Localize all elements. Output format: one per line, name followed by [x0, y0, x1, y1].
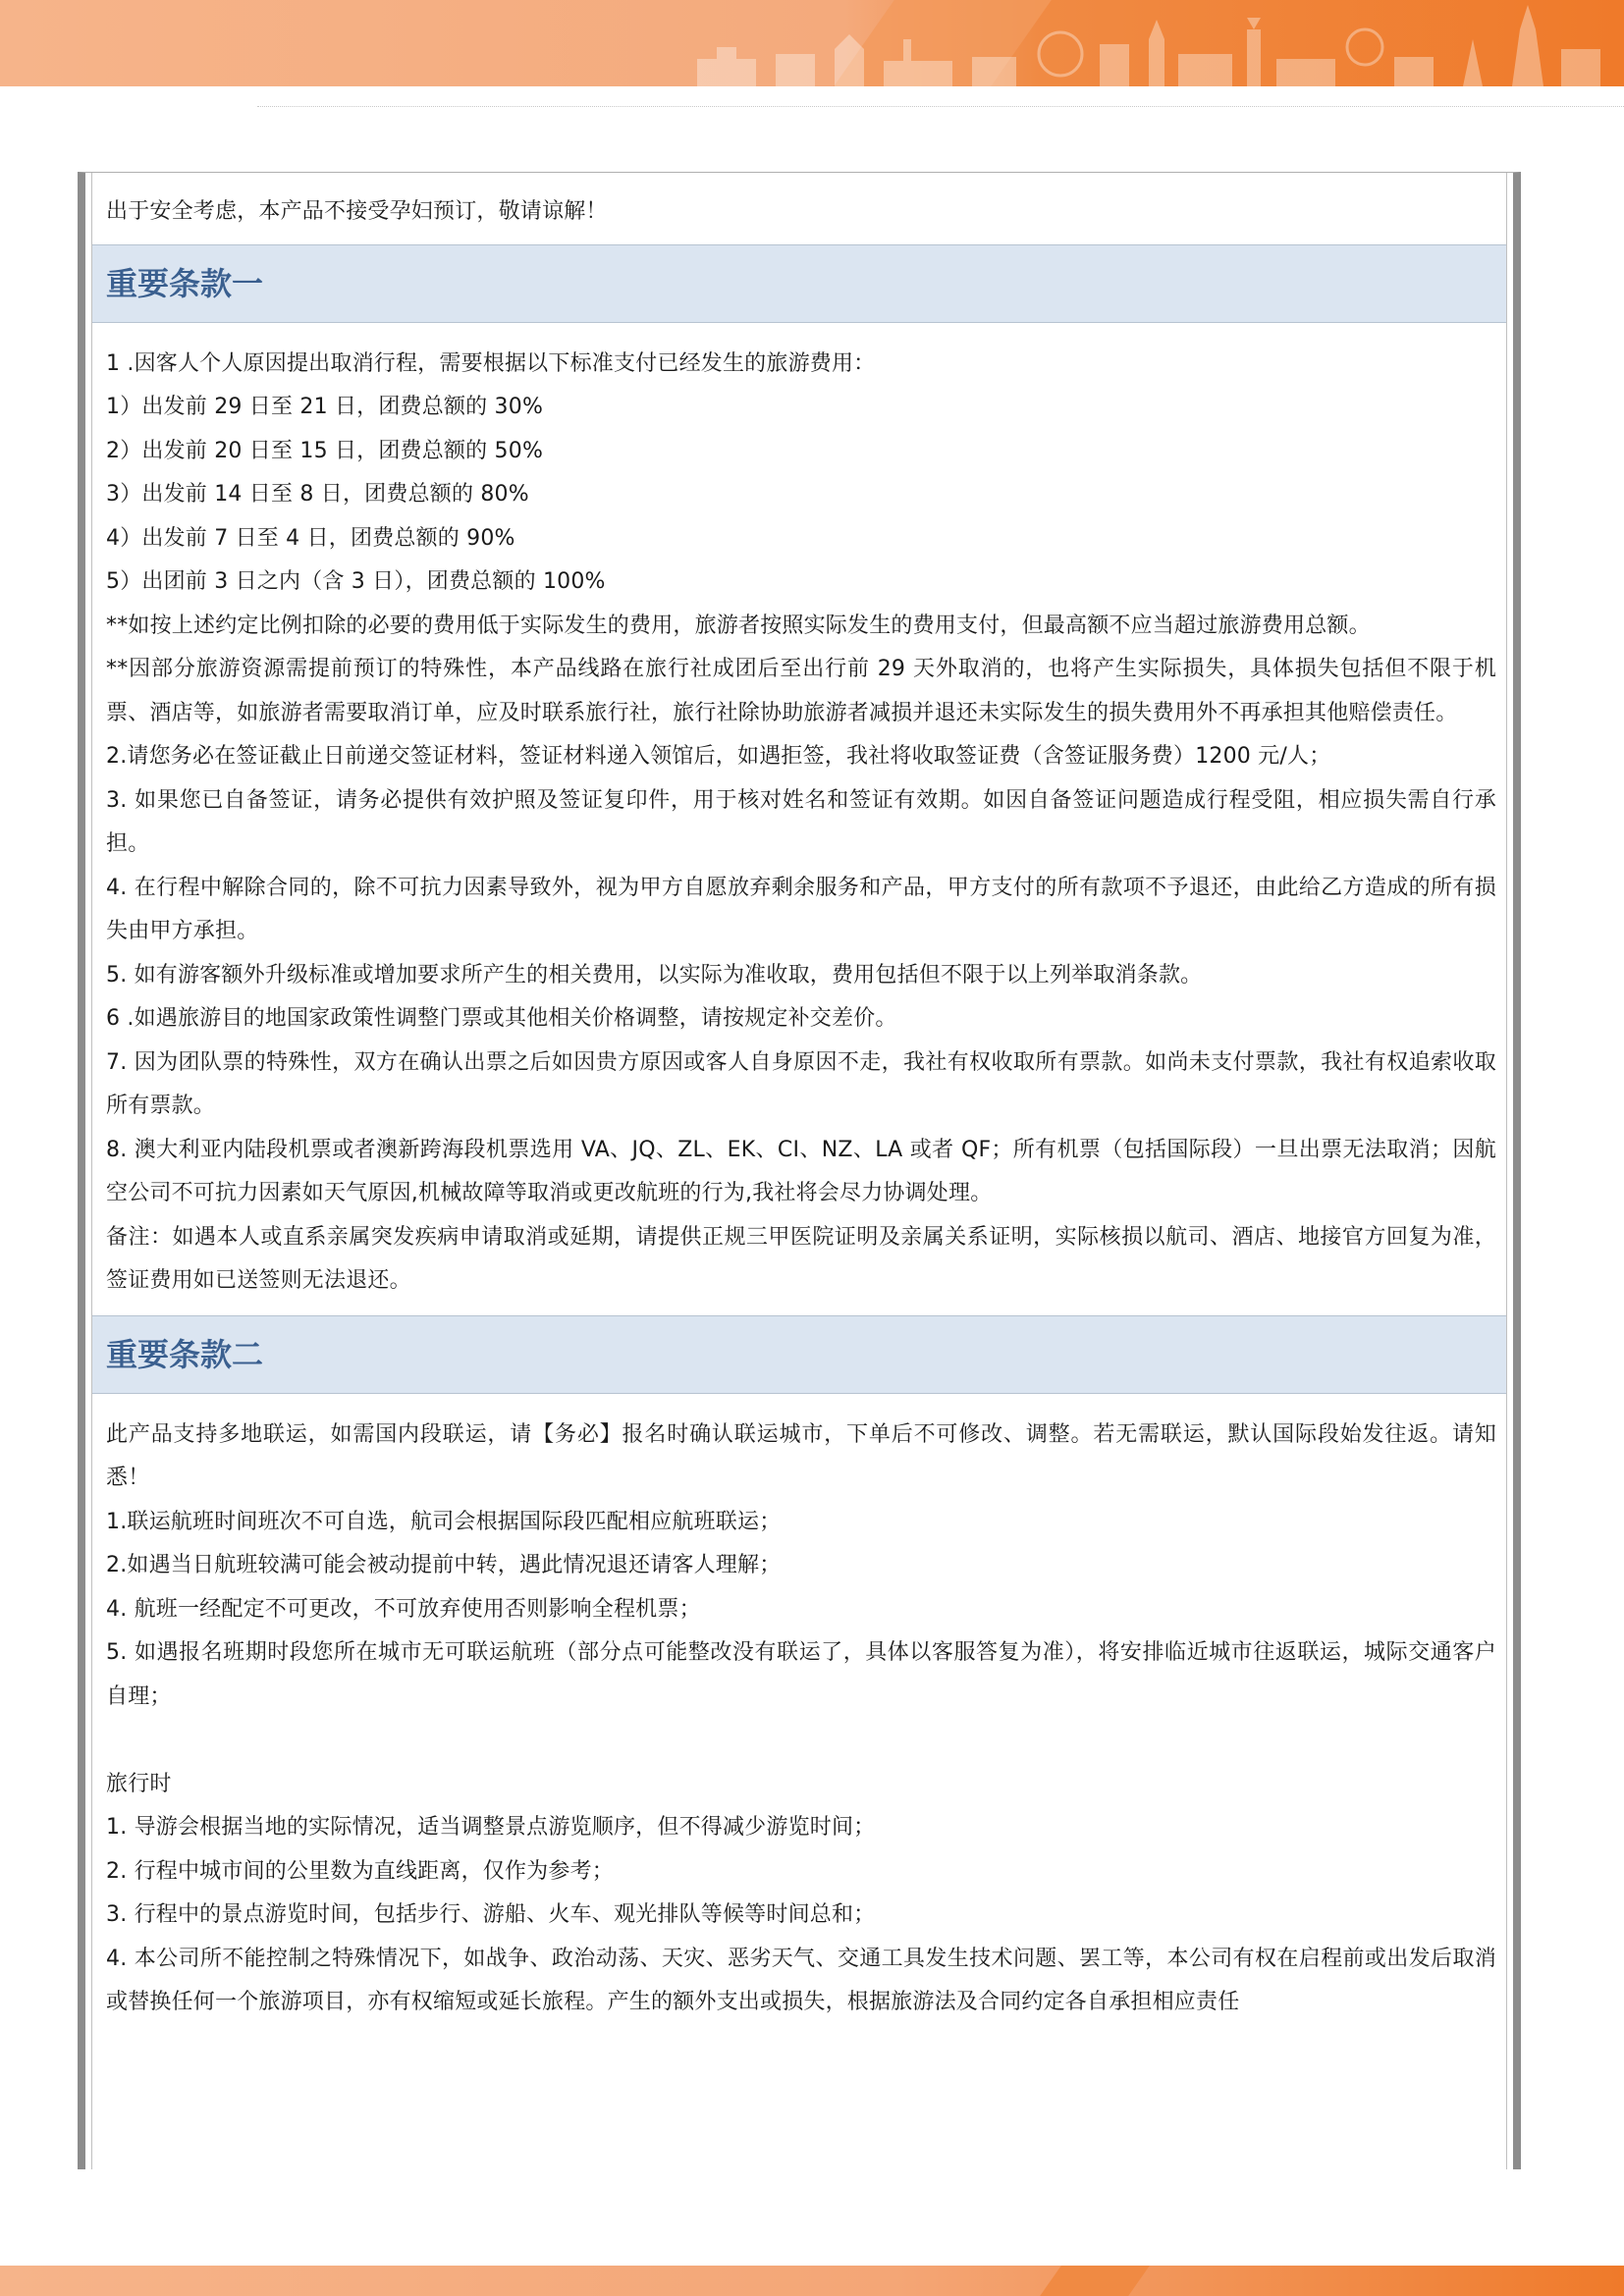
terms-1-line: 3. 如果您已自备签证，请务必提供有效护照及签证复印件，用于核对姓名和签证有效期。如因自备签证问题造成行程受阻，相应损失需自行承担。	[106, 787, 1496, 856]
terms-1-line: 2.请您务必在签证截止日前递交签证材料，签证材料递入领馆后，如遇拒签，我社将收取签证费（含签证服务费）1200 元/人；	[106, 744, 1331, 769]
terms-1-line: 5. 如有游客额外升级标准或增加要求所产生的相关费用，以实际为准收取，费用包括但不限于以上列举取消条款。	[106, 962, 1203, 988]
terms-2-line: 1.联运航班时间班次不可自选，航司会根据国际段匹配相应航班联运；	[106, 1509, 782, 1534]
terms-1-line: 2）出发前 20 日至 15 日，团费总额的 50%	[106, 438, 544, 463]
intro-text: 出于安全考虑，本产品不接受孕妇预订，敬请谅解！	[106, 199, 608, 224]
terms-1-line: 4）出发前 7 日至 4 日，团费总额的 90%	[106, 525, 515, 551]
terms-2-line: 3. 行程中的景点游览时间，包括步行、游船、火车、观光排队等候等时间总和；	[106, 1902, 876, 1927]
section-body-terms-1	[106, 323, 1496, 1315]
terms-1-line: 8. 澳大利亚内陆段机票或者澳新跨海段机票选用 VA、JQ、ZL、EK、CI、NZ、LA 或者 QF；所有机票（包括国际段）一旦出票无法取消；因航空公司不可抗力因素如天气原因,机械故障等取消或更改航班的行为,我社将会尽力协调处理。	[106, 1137, 1496, 1205]
terms-1-line: 6 .如遇旅游目的地国家政策性调整门票或其他相关价格调整，请按规定补交差价。	[106, 1006, 897, 1031]
section-title-terms-2: 重要条款二	[92, 1315, 1506, 1394]
terms-1-line: 7. 因为团队票的特殊性，双方在确认出票之后如因贵方原因或客人自身原因不走，我社有权收取所有票款。如尚未支付票款，我社有权追索收取所有票款。	[106, 1049, 1496, 1118]
terms-2-line: 2. 行程中城市间的公里数为直线距离，仅作为参考；	[106, 1858, 614, 1884]
terms-2-line: 此产品支持多地联运，如需国内段联运，请【务必】报名时确认联运城市，下单后不可修改、调整。若无需联运，默认国际段始发往返。请知悉！	[106, 1421, 1496, 1490]
terms-1-line: 1）出发前 29 日至 21 日，团费总额的 30%	[106, 395, 544, 419]
terms-1-line: **因部分旅游资源需提前预订的特殊性，本产品线路在旅行社成团后至出行前 29 天外取消的，也将产生实际损失，具体损失包括但不限于机票、酒店等，如旅游者需要取消订单，应及时联系旅行社，旅行社除协助旅游者减损并退还未实际发生的损失费用外不再承担其他赔偿责任。	[106, 657, 1496, 725]
blank-line	[106, 1719, 1496, 1763]
content-inner-border	[91, 173, 1507, 2169]
city-skyline-icon	[687, 0, 1624, 86]
terms-1-line: 4. 在行程中解除合同的，除不可抗力因素导致外，视为甲方自愿放弃剩余服务和产品，甲方支付的所有款项不予退还，由此给乙方造成的所有损失由甲方承担。	[106, 875, 1496, 943]
terms-2-line: 5. 如遇报名班期时段您所在城市无可联运航班（部分点可能整改没有联运了，具体以客服答复为准），将安排临近城市往返联运，城际交通客户自理；	[106, 1640, 1496, 1709]
section-body-terms-2	[106, 1394, 1496, 2037]
section-title-terms-1: 重要条款一	[92, 244, 1506, 323]
travel-subheading: 旅行时	[106, 1771, 172, 1796]
terms-1-note: 备注：如遇本人或直系亲属突发疾病申请取消或延期，请提供正规三甲医院证明及亲属关系证明，实际核损以航司、酒店、地接官方回复为准，签证费用如已送签则无法退还。	[106, 1224, 1496, 1293]
footer-ribbon	[1040, 2266, 1150, 2296]
footer-bar	[0, 2266, 1624, 2296]
header-divider	[257, 106, 1624, 107]
terms-2-line: 4. 航班一经配定不可更改，不可放弃使用否则影响全程机票；	[106, 1596, 701, 1622]
document-content	[92, 173, 1506, 2037]
terms-2-line: 1. 导游会根据当地的实际情况，适当调整景点游览顺序，但不得减少游览时间；	[106, 1815, 876, 1840]
terms-1-line: 5）出团前 3 日之内（含 3 日），团费总额的 100%	[106, 569, 606, 594]
terms-2-line: 2.如遇当日航班较满可能会被动提前中转，遇此情况退还请客人理解；	[106, 1553, 782, 1577]
content-frame	[78, 172, 1521, 2169]
header-banner	[0, 0, 1624, 86]
terms-1-line: **如按上述约定比例扣除的必要的费用低于实际发生的费用，旅游者按照实际发生的费用支付，但最高额不应当超过旅游费用总额。	[106, 613, 1371, 638]
terms-1-line: 1 .因客人个人原因提出取消行程，需要根据以下标准支付已经发生的旅游费用：	[106, 350, 876, 376]
terms-2-line: 4. 本公司所不能控制之特殊情况下，如战争、政治动荡、天灾、恶劣天气、交通工具发生技术问题、罢工等，本公司有权在启程前或出发后取消或替换任何一个旅游项目，亦有权缩短或延长旅程。产生的额外支出或损失，根据旅游法及合同约定各自承担相应责任	[106, 1946, 1496, 2014]
terms-1-line: 3）出发前 14 日至 8 日，团费总额的 80%	[106, 482, 529, 507]
